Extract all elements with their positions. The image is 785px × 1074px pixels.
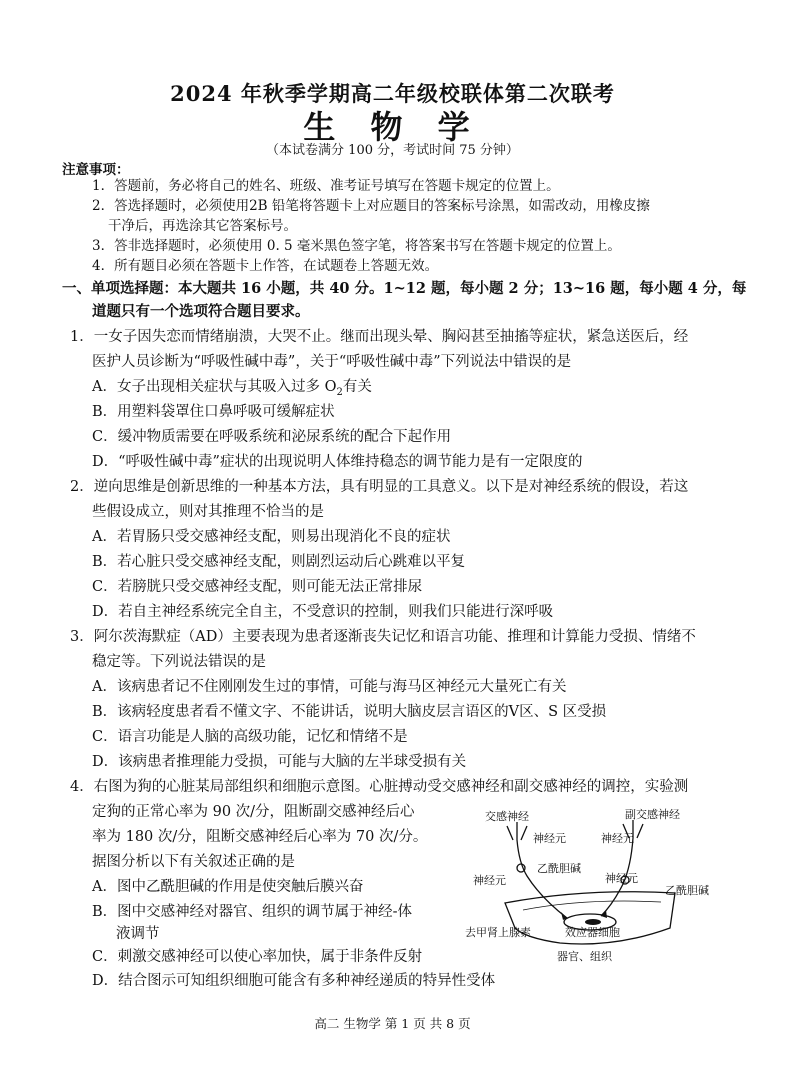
q4-stem: 4．右图为狗的心脏某局部组织和细胞示意图。心脏搏动受交感神经和副交感神经的调控，实验测	[70, 779, 689, 795]
q2-option-a: A．若胃肠只受交感神经支配，则易出现消化不良的症状	[92, 529, 451, 545]
q4-option-b: B．图中交感神经对器官、组织的调节属于神经-体	[92, 904, 413, 920]
label-ach-2: 乙酰胆碱	[665, 885, 709, 897]
q1-option-d: D．“呼吸性碱中毒”症状的出现说明人体维持稳态的调节能力是有一定限度的	[92, 454, 583, 470]
exam-title: 2024 年秋季学期高二年级校联体第二次联考	[170, 81, 615, 106]
q4-stem-cont: 定狗的正常心率为 90 次/分，阻断副交感神经后心	[92, 804, 415, 820]
subject-title: 生 物 学	[303, 108, 482, 146]
section-heading: 一、单项选择题：本大题共 16 小题，共 40 分。1~12 题，每小题 2 分；13~16 题，每小题 4 分，每	[62, 280, 747, 297]
label-effector-cell: 效应器细胞	[565, 927, 620, 939]
q1-option-a	[92, 377, 372, 403]
q3-option-b: B．该病轻度患者看不懂文字、不能讲话，说明大脑皮层言语区的Ⅴ区、S 区受损	[92, 704, 607, 720]
section-heading-cont: 道题只有一个选项符合题目要求。	[92, 303, 310, 320]
q1-stem: 1．一女子因失恋而情绪崩溃，大哭不止。继而出现头晕、胸闷甚至抽搐等症状，紧急送医后，经	[70, 329, 689, 345]
q1-option-a-tail: 有关	[342, 379, 372, 395]
q4-option-b-cont: 液调节	[116, 926, 160, 942]
tissue-inner-line	[523, 901, 661, 910]
exam-meta: （本试卷满分 100 分，考试时间 75 分钟）	[266, 143, 519, 158]
q4-stem-cont: 率为 180 次/分，阻断交感神经后心率为 70 次/分。	[92, 829, 428, 845]
q1-option-b: B．用塑料袋罩住口鼻呼吸可缓解症状	[92, 404, 335, 420]
q1-option-c: C．缓冲物质需要在呼吸系统和泌尿系统的配合下起作用	[92, 429, 452, 445]
o2-subscript: 2	[336, 386, 343, 398]
note-item: 2．答选择题时，必须使用2B 铅笔将答题卡上对应题目的答案标号涂黑，如需改动，用橡皮擦	[92, 198, 650, 214]
heart-tissue-diagram	[465, 808, 715, 970]
notes-heading: 注意事项：	[62, 162, 130, 178]
note-item: 1．答题前，务必将自己的姓名、班级、准考证号填写在答题卡规定的位置上。	[92, 178, 560, 194]
q2-option-c: C．若膀胱只受交感神经支配，则可能无法正常排尿	[92, 579, 423, 595]
q4-option-a: A．图中乙酰胆碱的作用是使突触后膜兴奋	[92, 879, 364, 895]
sympathetic-nerve-branch	[507, 822, 527, 840]
label-organ-tissue: 器官、组织	[557, 951, 612, 963]
q1-stem-cont: 医护人员诊断为“呼吸性碱中毒”，关于“呼吸性碱中毒”下列说法中错误的是	[92, 354, 572, 370]
label-parasympathetic: 副交感神经	[625, 809, 680, 821]
q2-stem-cont: 些假设成立，则对其推理不恰当的是	[92, 504, 324, 520]
label-norepinephrine: 去甲肾上腺素	[465, 927, 531, 939]
q3-stem-cont: 稳定等。下列说法错误的是	[92, 654, 266, 670]
q2-stem: 2．逆向思维是创新思维的一种基本方法，具有明显的工具意义。以下是对神经系统的假设，若这	[70, 479, 689, 495]
label-sympathetic: 交感神经	[485, 811, 529, 823]
label-neuron-1: 神经元	[533, 833, 566, 845]
note-item: 4．所有题目必须在答题卡上作答，在试题卷上答题无效。	[92, 258, 439, 274]
q4-option-c: C．刺激交感神经可以使心率加快，属于非条件反射	[92, 949, 423, 965]
q3-option-a: A．该病患者记不住刚刚发生过的事情，可能与海马区神经元大量死亡有关	[92, 679, 567, 695]
note-item: 干净后，再选涂其它答案标号。	[108, 218, 297, 234]
label-neuron-2: 神经元	[601, 833, 634, 845]
q3-option-c: C．语言功能是人脑的高级功能，记忆和情绪不是	[92, 729, 408, 745]
sympathetic-axon	[517, 840, 567, 918]
note-item: 3．答非选择题时，必须使用 0. 5 毫米黑色签字笔，将答案书写在答题卡规定的位置上。	[92, 238, 621, 254]
parasympathetic-terminal	[601, 910, 607, 918]
q4-stem-cont: 据图分析以下有关叙述正确的是	[92, 854, 295, 870]
q3-stem: 3．阿尔茨海默症（AD）主要表现为患者逐渐丧失记忆和语言功能、推理和计算能力受损、情绪不	[70, 629, 696, 645]
page-footer: 高二 生物学 第 1 页 共 8 页	[314, 1016, 471, 1031]
sympathetic-neuron-body	[517, 864, 525, 872]
cell-nucleus	[585, 919, 601, 925]
label-ach-1: 乙酰胆碱	[537, 863, 581, 875]
q4-option-d: D．结合图示可知组织细胞可能含有多种神经递质的特异性受体	[92, 973, 496, 989]
q1-option-a-text: A．女子出现相关症状与其吸入过多 O	[92, 379, 337, 395]
label-neuron-4: 神经元	[605, 873, 638, 885]
label-neuron-3: 神经元	[473, 875, 506, 887]
q3-option-d: D．该病患者推理能力受损，可能与大脑的左半球受损有关	[92, 754, 467, 770]
q2-option-d: D．若自主神经系统完全自主，不受意识的控制，则我们只能进行深呼吸	[92, 604, 554, 620]
q2-option-b: B．若心脏只受交感神经支配，则剧烈运动后心跳难以平复	[92, 554, 466, 570]
